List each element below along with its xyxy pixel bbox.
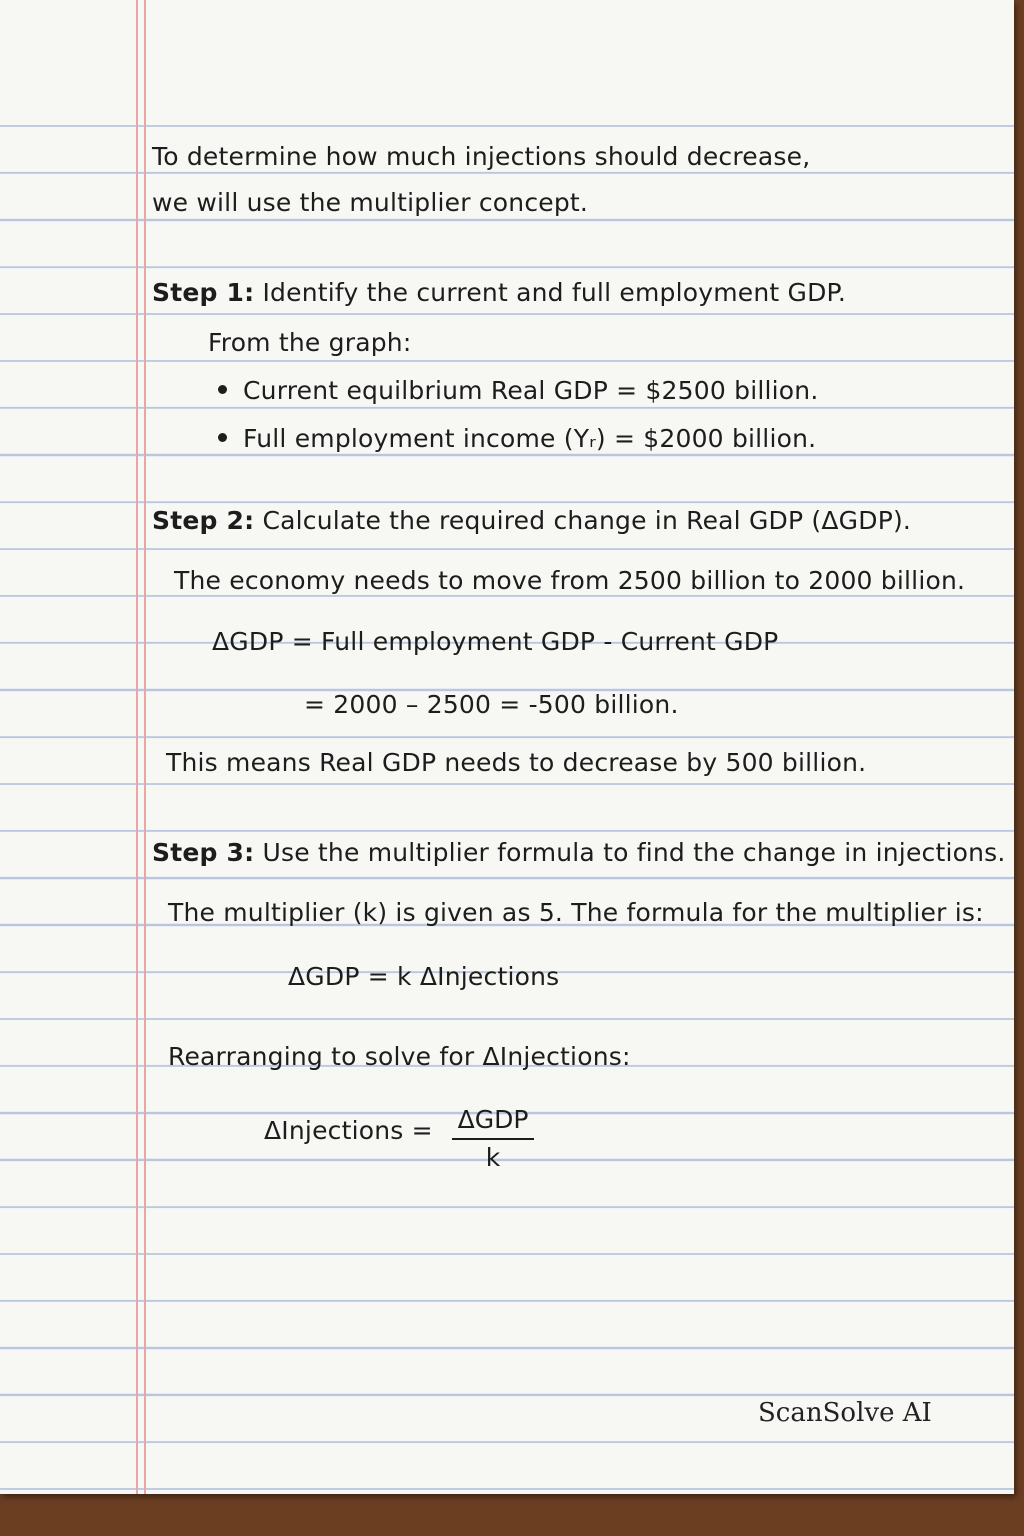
rearrange-line: Rearranging to solve for ΔInjections: xyxy=(168,1042,631,1071)
step2-title: Calculate the required change in Real GDP (ΔGDP). xyxy=(262,506,912,535)
step2-equation-2: = 2000 – 2500 = -500 billion. xyxy=(304,690,679,719)
step2-heading xyxy=(152,506,911,535)
step2-conclusion: This means Real GDP needs to decrease by 500 billion. xyxy=(166,748,867,777)
bullet-item xyxy=(218,376,818,405)
multiplier-formula: ΔGDP = k ΔInjections xyxy=(288,962,560,991)
margin-line xyxy=(136,0,138,1494)
paper-top-blank xyxy=(0,0,1014,120)
fraction xyxy=(452,1104,534,1174)
fraction-bar xyxy=(452,1138,534,1140)
step1-title: Identify the current and full employment GDP. xyxy=(262,278,847,307)
bullet-item xyxy=(218,424,816,453)
step2-line: The economy needs to move from 2500 billion to 2000 billion. xyxy=(174,566,966,595)
bullet-text: Current equilbrium Real GDP = $2500 billion. xyxy=(243,376,819,405)
margin-line xyxy=(144,0,146,1494)
intro-line-1: To determine how much injections should decrease, xyxy=(152,142,811,171)
step2-label: Step 2: xyxy=(152,506,255,535)
bullet-text: Full employment income (Yᵣ) = $2000 billion. xyxy=(243,424,817,453)
step1-heading xyxy=(152,278,846,307)
step2-equation-1: ΔGDP = Full employment GDP - Current GDP xyxy=(212,627,779,656)
fraction-numerator: ΔGDP xyxy=(457,1105,529,1134)
brand-watermark: ScanSolve AI xyxy=(758,1398,932,1428)
step3-heading xyxy=(152,838,1006,867)
bullet-icon xyxy=(218,385,227,394)
step3-label: Step 3: xyxy=(152,838,255,867)
intro-line-2: we will use the multiplier concept. xyxy=(152,188,589,217)
step3-title: Use the multiplier formula to find the change in injections. xyxy=(262,838,1006,867)
step3-line: The multiplier (k) is given as 5. The formula for the multiplier is: xyxy=(168,898,984,927)
step1-subheading: From the graph: xyxy=(208,328,412,357)
result-formula-lhs: ΔInjections = xyxy=(264,1116,433,1145)
step1-label: Step 1: xyxy=(152,278,255,307)
fraction-denominator: k xyxy=(485,1143,501,1172)
bullet-icon xyxy=(218,433,227,442)
